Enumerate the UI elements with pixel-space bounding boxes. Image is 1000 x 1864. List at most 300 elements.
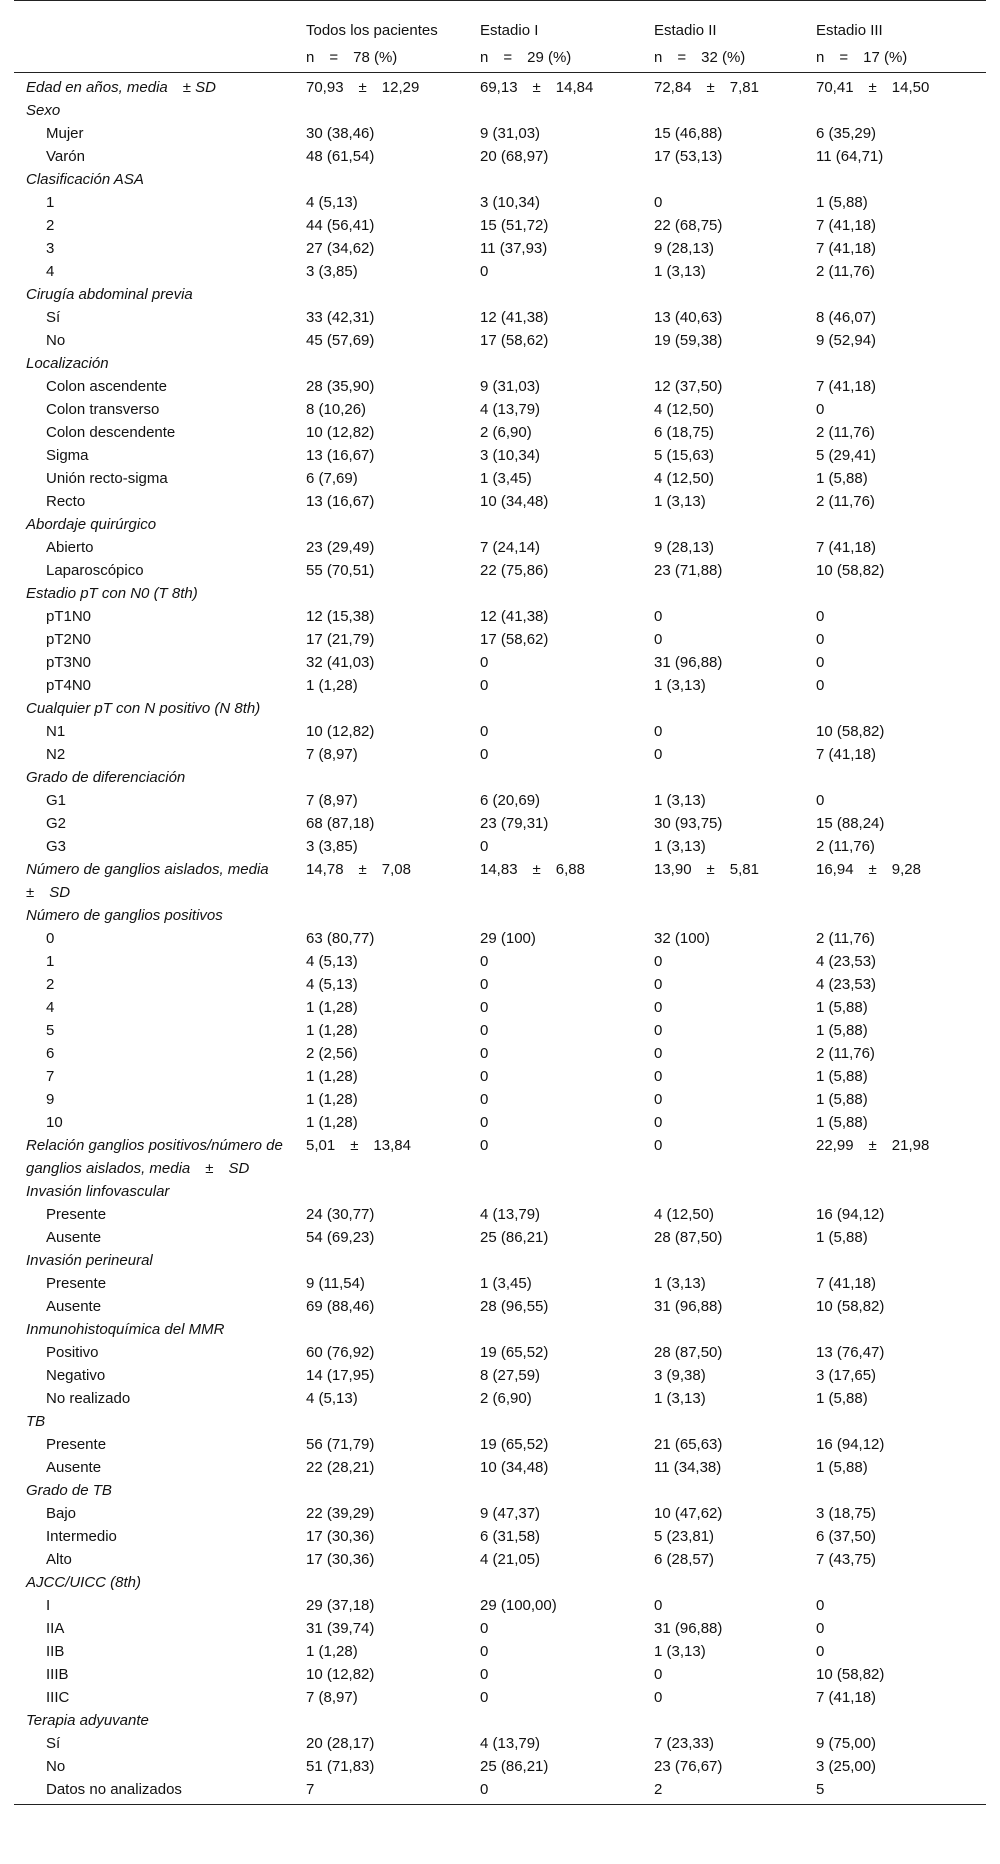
cell-value: 4 (5,13): [306, 953, 358, 970]
cell-value: 19 (65,52): [480, 1436, 549, 1453]
cell-value: [470, 697, 644, 720]
row-label: Datos no analizados: [14, 1778, 296, 1805]
cell-value: 20 (28,17): [306, 1735, 375, 1752]
row-label: Abierto: [46, 539, 94, 556]
table-row: [14, 996, 986, 1019]
cell-value: 1 (1,28): [306, 1114, 358, 1131]
cell-value: 14 (17,95): [306, 1367, 375, 1384]
cell-value: 23 (76,67): [654, 1758, 723, 1775]
cell-value: [644, 1709, 806, 1732]
cell-value: 0: [816, 677, 825, 694]
cell-value: 0: [480, 953, 489, 970]
cell-value: 1 (5,88): [816, 1022, 868, 1039]
cell-value: 1 (3,45): [480, 1275, 532, 1292]
cell-value: [296, 1249, 470, 1272]
cell-value: 3 (10,34): [480, 447, 541, 464]
table-row: [14, 467, 986, 490]
cell-value: 9 (31,03): [480, 125, 541, 142]
cell-value: [806, 283, 986, 306]
table-row: [14, 950, 986, 973]
cell-value: [644, 283, 806, 306]
cell-value: 3 (9,38): [654, 1367, 706, 1384]
cell-value: 14,83 ± 6,88: [480, 861, 585, 878]
cell-value: 28 (96,55): [480, 1298, 549, 1315]
row-label: 4: [46, 263, 55, 280]
cell-value: [470, 904, 644, 927]
cell-value: 1 (5,88): [816, 194, 868, 211]
cell-value: [296, 697, 470, 720]
cell-value: 4 (5,13): [306, 194, 358, 211]
table-row: [14, 1318, 986, 1341]
row-label: Colon transverso: [46, 401, 160, 418]
row-category-label: Localización: [26, 355, 109, 372]
cell-value: 0: [654, 1689, 663, 1706]
header-n-stage-i: n = 29 (%): [470, 42, 644, 73]
cell-value: 15 (46,88): [654, 125, 723, 142]
table-row: [14, 352, 986, 375]
cell-value: 6 (18,75): [654, 424, 715, 441]
cell-value: 31 (96,88): [654, 1620, 723, 1637]
cell-value: 1 (5,88): [816, 1091, 868, 1108]
cell-value: 23 (29,49): [306, 539, 375, 556]
cell-value: 13 (16,67): [306, 493, 375, 510]
table-row: [14, 99, 986, 122]
cell-value: 54 (69,23): [306, 1229, 375, 1246]
row-label: pT4N0: [46, 677, 92, 694]
cell-value: 0: [654, 194, 663, 211]
cell-value: [644, 352, 806, 375]
cell-value: 2 (11,76): [816, 838, 875, 855]
row-label: IIB: [46, 1643, 65, 1660]
table-row: [14, 1594, 986, 1617]
cell-value: [296, 168, 470, 191]
cell-value: 7 (41,18): [816, 746, 877, 763]
row-label: 3: [46, 240, 55, 257]
header-stage-i: Estadio I: [470, 1, 644, 43]
cell-value: 0: [480, 976, 489, 993]
cell-value: [296, 99, 470, 122]
table-row: [14, 674, 986, 697]
row-category-label: Grado de diferenciación: [26, 769, 186, 786]
cell-value: 2 (11,76): [816, 263, 875, 280]
row-label: Alto: [46, 1551, 72, 1568]
cell-value: 7 (41,18): [816, 539, 877, 556]
cell-value: 60 (76,92): [306, 1344, 375, 1361]
row-label: 10: [46, 1114, 63, 1131]
row-label: Laparoscópico: [46, 562, 144, 579]
cell-value: [806, 1571, 986, 1594]
cell-value: 0: [480, 1068, 489, 1085]
cell-value: 10 (47,62): [654, 1505, 723, 1522]
cell-value: 70,41 ± 14,50: [816, 79, 930, 96]
cell-value: 68 (87,18): [306, 815, 375, 832]
header-subrow: [14, 42, 986, 73]
cell-value: [470, 582, 644, 605]
cell-value: 4 (5,13): [306, 976, 358, 993]
cell-value: 0: [480, 1689, 489, 1706]
table-row: [14, 329, 986, 352]
table-row: [14, 582, 986, 605]
table-row: [14, 720, 986, 743]
cell-value: 10 (58,82): [816, 723, 885, 740]
cell-value: [806, 99, 986, 122]
cell-value: 11 (64,71): [816, 148, 884, 165]
cell-value: 48 (61,54): [306, 148, 375, 165]
row-label: Ausente: [46, 1459, 102, 1476]
row-label: No: [46, 332, 66, 349]
table-row: [14, 1617, 986, 1640]
cell-value: 29 (100): [480, 930, 536, 947]
cell-value: 17 (21,79): [306, 631, 375, 648]
cell-value: 0: [480, 654, 489, 671]
cell-value: 0: [470, 1778, 644, 1805]
cell-value: 0: [480, 1666, 489, 1683]
table-row: [14, 375, 986, 398]
row-category-label: Relación ganglios positivos/número de ganglios aislados, media ± SD: [26, 1137, 283, 1177]
cell-value: 0: [654, 1137, 663, 1154]
cell-value: 7 (8,97): [306, 1689, 358, 1706]
cell-value: 5 (15,63): [654, 447, 715, 464]
cell-value: 0: [480, 677, 489, 694]
cell-value: 1 (3,13): [654, 1643, 706, 1660]
cell-value: 2 (6,90): [480, 1390, 532, 1407]
row-category-label: Cirugía abdominal previa: [26, 286, 193, 303]
row-label: 2: [46, 976, 55, 993]
cell-value: 0: [816, 654, 825, 671]
table-row: [14, 1111, 986, 1134]
row-category-label: Inmunohistoquímica del MMR: [26, 1321, 225, 1338]
row-label: 6: [46, 1045, 55, 1062]
cell-value: 22 (28,21): [306, 1459, 375, 1476]
cell-value: 17 (53,13): [654, 148, 723, 165]
cell-value: 7 (41,18): [816, 1275, 877, 1292]
row-label: No: [46, 1758, 66, 1775]
cell-value: 1 (5,88): [816, 1068, 868, 1085]
cell-value: 13,90 ± 5,81: [654, 861, 759, 878]
header-sub-empty: [14, 42, 296, 73]
cell-value: 0: [480, 723, 489, 740]
cell-value: 1 (3,13): [654, 838, 706, 855]
cell-value: 4 (12,50): [654, 1206, 715, 1223]
cell-value: [806, 904, 986, 927]
cell-value: 33 (42,31): [306, 309, 375, 326]
cell-value: 1 (5,88): [816, 1390, 868, 1407]
table-header: [14, 1, 986, 73]
table-row: [14, 1663, 986, 1686]
cell-value: [296, 1318, 470, 1341]
row-label: Sí: [46, 309, 61, 326]
cell-value: 0: [480, 1022, 489, 1039]
cell-value: 7 (41,18): [816, 378, 877, 395]
cell-value: [644, 1479, 806, 1502]
cell-value: [470, 1571, 644, 1594]
cell-value: 1 (3,13): [654, 493, 706, 510]
row-label: IIA: [46, 1620, 65, 1637]
cell-value: 11 (34,38): [654, 1459, 722, 1476]
header-n-stage-ii: n = 32 (%): [644, 42, 806, 73]
table-row: [14, 904, 986, 927]
table-row: [14, 1272, 986, 1295]
cell-value: 15 (51,72): [480, 217, 549, 234]
cell-value: 8 (46,07): [816, 309, 877, 326]
table-row: [14, 1571, 986, 1594]
cell-value: 1 (1,28): [306, 1068, 358, 1085]
cell-value: 3 (18,75): [816, 1505, 877, 1522]
cell-value: 22 (39,29): [306, 1505, 375, 1522]
table-row: [14, 536, 986, 559]
cell-value: [806, 1318, 986, 1341]
cell-value: 23 (79,31): [480, 815, 549, 832]
cell-value: 4 (23,53): [816, 953, 877, 970]
cell-value: 5,01 ± 13,84: [306, 1137, 411, 1154]
row-label: No realizado: [46, 1390, 131, 1407]
cell-value: [470, 766, 644, 789]
table-row: [14, 1295, 986, 1318]
cell-value: 3 (3,85): [306, 838, 358, 855]
header-label-empty: [14, 1, 296, 43]
row-label: I: [46, 1597, 51, 1614]
cell-value: 63 (80,77): [306, 930, 375, 947]
cell-value: 0: [654, 976, 663, 993]
row-label: Sigma: [46, 447, 89, 464]
cell-value: 1 (3,13): [654, 263, 706, 280]
cell-value: 0: [480, 1114, 489, 1131]
cell-value: 0: [654, 1666, 663, 1683]
cell-value: 0: [654, 723, 663, 740]
cell-value: 0: [480, 1643, 489, 1660]
cell-value: 17 (58,62): [480, 631, 549, 648]
cell-value: 5 (23,81): [654, 1528, 715, 1545]
cell-value: 0: [480, 263, 489, 280]
row-label: 7: [46, 1068, 55, 1085]
row-label: 5: [46, 1022, 55, 1039]
table-row: [14, 1065, 986, 1088]
header-n-stage-iii: n = 17 (%): [806, 42, 986, 73]
cell-value: 0: [480, 1091, 489, 1108]
table-row: [14, 973, 986, 996]
row-label: pT2N0: [46, 631, 92, 648]
row-category-label: Cualquier pT con N positivo (N 8th): [26, 700, 261, 717]
cell-value: 4 (13,79): [480, 1735, 541, 1752]
table-row: [14, 168, 986, 191]
row-label: Positivo: [46, 1344, 99, 1361]
cell-value: 0: [654, 1597, 663, 1614]
cell-value: 30 (93,75): [654, 815, 723, 832]
row-label: Colon descendente: [46, 424, 176, 441]
table-row: [14, 73, 986, 100]
row-label: pT1N0: [46, 608, 92, 625]
cell-value: [806, 513, 986, 536]
cell-value: [806, 766, 986, 789]
cell-value: 2 (11,76): [816, 493, 875, 510]
cell-value: [644, 766, 806, 789]
cell-value: 0: [816, 1620, 825, 1637]
cell-value: 0: [480, 746, 489, 763]
cell-value: 4 (21,05): [480, 1551, 541, 1568]
cell-value: 20 (68,97): [480, 148, 549, 165]
cell-value: 1 (3,45): [480, 470, 532, 487]
cell-value: 7 (41,18): [816, 240, 877, 257]
row-label: Presente: [46, 1436, 107, 1453]
cell-value: [806, 168, 986, 191]
header-all-patients: Todos los pacientes: [296, 1, 470, 43]
cell-value: 7 (24,14): [480, 539, 541, 556]
cell-value: 22 (75,86): [480, 562, 549, 579]
row-label: 1: [46, 953, 55, 970]
table-row: [14, 605, 986, 628]
cell-value: 2 (11,76): [816, 1045, 875, 1062]
cell-value: [470, 513, 644, 536]
table-row: [14, 1456, 986, 1479]
cell-value: 24 (30,77): [306, 1206, 375, 1223]
cell-value: 5: [806, 1778, 986, 1805]
cell-value: [470, 168, 644, 191]
cell-value: [806, 1709, 986, 1732]
cell-value: 10 (58,82): [816, 1298, 885, 1315]
cell-value: [470, 1410, 644, 1433]
row-label: Presente: [46, 1275, 107, 1292]
cell-value: 4 (12,50): [654, 401, 715, 418]
cell-value: 6 (28,57): [654, 1551, 715, 1568]
table-row: [14, 1778, 986, 1805]
table-row: [14, 1203, 986, 1226]
cell-value: 22,99 ± 21,98: [816, 1137, 930, 1154]
cell-value: [296, 283, 470, 306]
cell-value: [470, 283, 644, 306]
table-row: [14, 789, 986, 812]
cell-value: [806, 352, 986, 375]
table-row: [14, 697, 986, 720]
row-label: Unión recto-sigma: [46, 470, 168, 487]
cell-value: 5 (29,41): [816, 447, 877, 464]
table-row: [14, 214, 986, 237]
cell-value: 1 (3,13): [654, 792, 706, 809]
row-label: Intermedio: [46, 1528, 117, 1545]
cell-value: [470, 1249, 644, 1272]
cell-value: 0: [480, 999, 489, 1016]
cell-value: 15 (88,24): [816, 815, 885, 832]
row-label: 2: [46, 217, 55, 234]
row-category-label: Número de ganglios aislados, media ± SD: [26, 861, 284, 901]
cell-value: [296, 766, 470, 789]
cell-value: [296, 1410, 470, 1433]
cell-value: 3 (3,85): [306, 263, 358, 280]
row-label: G1: [46, 792, 67, 809]
cell-value: [644, 1318, 806, 1341]
cell-value: 0: [816, 1643, 825, 1660]
cell-value: 7 (41,18): [816, 1689, 877, 1706]
cell-value: [296, 582, 470, 605]
header-stage-iii: Estadio III: [806, 1, 986, 43]
table-row: [14, 559, 986, 582]
table-row: [14, 1042, 986, 1065]
row-label: IIIC: [46, 1689, 70, 1706]
header-n-all: n = 78 (%): [296, 42, 470, 73]
cell-value: 2: [644, 1778, 806, 1805]
cell-value: 1 (1,28): [306, 1643, 358, 1660]
table-row: [14, 237, 986, 260]
cell-value: 0: [654, 999, 663, 1016]
table-row: [14, 398, 986, 421]
cell-value: [806, 1479, 986, 1502]
table-row: [14, 1640, 986, 1663]
cell-value: 51 (71,83): [306, 1758, 375, 1775]
row-category-label: Invasión linfovascular: [26, 1183, 170, 1200]
cell-value: 17 (30,36): [306, 1551, 375, 1568]
cell-value: 10 (34,48): [480, 493, 549, 510]
cell-value: 16,94 ± 9,28: [816, 861, 921, 878]
table-row: [14, 835, 986, 858]
table-row: [14, 927, 986, 950]
row-label: Bajo: [46, 1505, 77, 1522]
cell-value: [644, 168, 806, 191]
cell-value: 28 (87,50): [654, 1344, 723, 1361]
cell-value: 30 (38,46): [306, 125, 375, 142]
table-row: [14, 513, 986, 536]
row-label: Mujer: [46, 125, 84, 142]
cell-value: 21 (65,63): [654, 1436, 723, 1453]
cell-value: 0: [654, 953, 663, 970]
table-row: [14, 191, 986, 214]
cell-value: [644, 697, 806, 720]
cell-value: 31 (39,74): [306, 1620, 375, 1637]
cell-value: 1 (5,88): [816, 1229, 868, 1246]
cell-value: 2 (6,90): [480, 424, 532, 441]
cell-value: 0: [816, 631, 825, 648]
header-row: [14, 1, 986, 43]
table-row: [14, 122, 986, 145]
cell-value: 56 (71,79): [306, 1436, 375, 1453]
cell-value: [296, 352, 470, 375]
cell-value: 0: [480, 1045, 489, 1062]
cell-value: 72,84 ± 7,81: [654, 79, 759, 96]
table-row: [14, 1502, 986, 1525]
row-label: N2: [46, 746, 66, 763]
cell-value: 10 (12,82): [306, 1666, 375, 1683]
cell-value: 1 (5,88): [816, 1114, 868, 1131]
cell-value: 0: [654, 1068, 663, 1085]
cell-value: 12 (37,50): [654, 378, 723, 395]
cell-value: 0: [480, 1620, 489, 1637]
cell-value: 1 (5,88): [816, 1459, 868, 1476]
cell-value: 3 (17,65): [816, 1367, 877, 1384]
cell-value: 13 (16,67): [306, 447, 375, 464]
cell-value: 0: [654, 1091, 663, 1108]
table-body: [14, 73, 986, 1805]
cell-value: 7 (8,97): [306, 792, 358, 809]
cell-value: 1 (1,28): [306, 677, 358, 694]
cell-value: 55 (70,51): [306, 562, 375, 579]
row-label: pT3N0: [46, 654, 92, 671]
row-category-label: Estadio pT con N0 (T 8th): [26, 585, 198, 602]
cell-value: [470, 352, 644, 375]
cell-value: [644, 1249, 806, 1272]
cell-value: 1 (1,28): [306, 1022, 358, 1039]
table-row: [14, 1387, 986, 1410]
row-label: IIIB: [46, 1666, 69, 1683]
cell-value: 32 (100): [654, 930, 710, 947]
cell-value: [296, 1709, 470, 1732]
table-row: [14, 260, 986, 283]
table-row: [14, 1019, 986, 1042]
cell-value: 0: [654, 608, 663, 625]
cell-value: 7 (41,18): [816, 217, 877, 234]
row-category-label: Número de ganglios positivos: [26, 907, 223, 924]
cell-value: 2 (11,76): [816, 424, 875, 441]
cell-value: 12 (15,38): [306, 608, 375, 625]
cell-value: 25 (86,21): [480, 1758, 549, 1775]
cell-value: 14,78 ± 7,08: [306, 861, 411, 878]
